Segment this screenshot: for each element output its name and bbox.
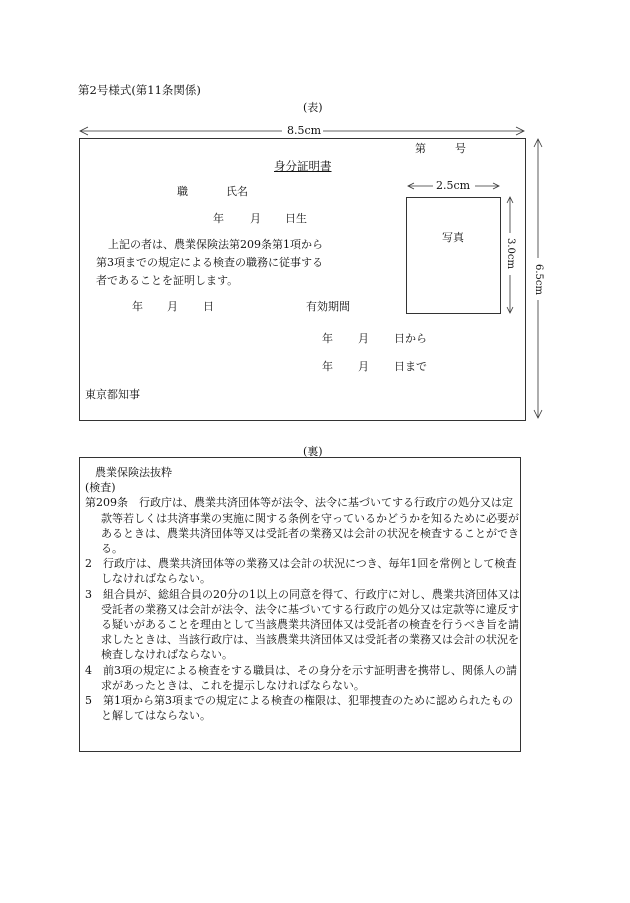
from-month: 月: [358, 332, 369, 345]
body-line-3: 者であることを証明します。: [96, 274, 239, 287]
to-day: 日まで: [394, 360, 427, 373]
back-heading: 農業保険法抜粋: [95, 466, 172, 479]
from-day: 日から: [394, 332, 427, 345]
issue-year: 年: [132, 300, 143, 313]
width-dimension-label: 8.5cm: [287, 124, 322, 137]
from-year: 年: [322, 332, 333, 345]
birth-year: 年: [213, 212, 224, 225]
body-line-1: 上記の者は、農業保険法第209条第1項から: [108, 238, 323, 251]
photo-label: 写真: [442, 231, 464, 244]
paragraph-2: 2 行政庁は、農業共済団体等の業務又は会計の状況につき、毎年1回を常例として検査しなければならない。: [85, 557, 517, 586]
shimei-label: 氏名: [226, 185, 248, 198]
issue-month: 月: [167, 300, 178, 313]
to-month: 月: [358, 360, 369, 373]
height-dimension-label: 6.5cm: [533, 264, 544, 295]
article-209: 第209条 行政庁は、農業共済団体等が法令、法令に基づいてする行政庁の処分又は定款等若しくは共済事業の実施に関する条例を守っているかどうかを知るために必要があるときは、農業共済団体等又は受託者の業務又は会計の状況を検査することができる。: [85, 496, 519, 556]
card-title: 身分証明書: [274, 159, 332, 173]
number-dai: 第: [415, 142, 426, 155]
number-go: 号: [455, 142, 466, 155]
birth-month: 月: [250, 212, 261, 225]
form-label: 第2号様式(第11条関係): [78, 83, 201, 97]
issuer: 東京都知事: [85, 388, 140, 401]
to-year: 年: [322, 360, 333, 373]
issue-day: 日: [203, 300, 214, 313]
paragraph-3: 3 組合員が、総組合員の20分の1以上の同意を得て、行政庁に対し、農業共済団体又は受託者の業務又は会計が法令、法令に基づいてする行政庁の処分又は定款等に違反する疑いがあることを理由として当該農業共済団体又は受託者の検査を行うべき旨を請求したときは、当該行政庁は、当該農業共済団体又は受託者の業務又は会計の状況を検査しなければならない。: [85, 587, 520, 662]
front-label: (表): [303, 101, 323, 114]
photo-height-label: 3.0cm: [505, 238, 516, 269]
validity-label: 有効期間: [306, 300, 350, 313]
back-text: [85, 465, 520, 723]
birth-day: 日生: [285, 212, 307, 225]
photo-width-label: 2.5cm: [436, 179, 471, 192]
back-label: (裏): [303, 445, 323, 458]
paragraph-4: 4 前3項の規定による検査をする職員は、その身分を示す証明書を携帯し、関係人の請求があったときは、これを提示しなければならない。: [85, 663, 517, 692]
paragraph-5: 5 第1項から第3項までの規定による検査の権限は、犯罪捜査のために認められたものと解してはならない。: [85, 694, 513, 723]
body-line-2: 第3項までの規定による検査の職務に従事する: [96, 256, 323, 269]
photo-box: [406, 197, 501, 314]
back-section: (検査): [85, 481, 116, 495]
shoku-label: 職: [177, 185, 188, 198]
